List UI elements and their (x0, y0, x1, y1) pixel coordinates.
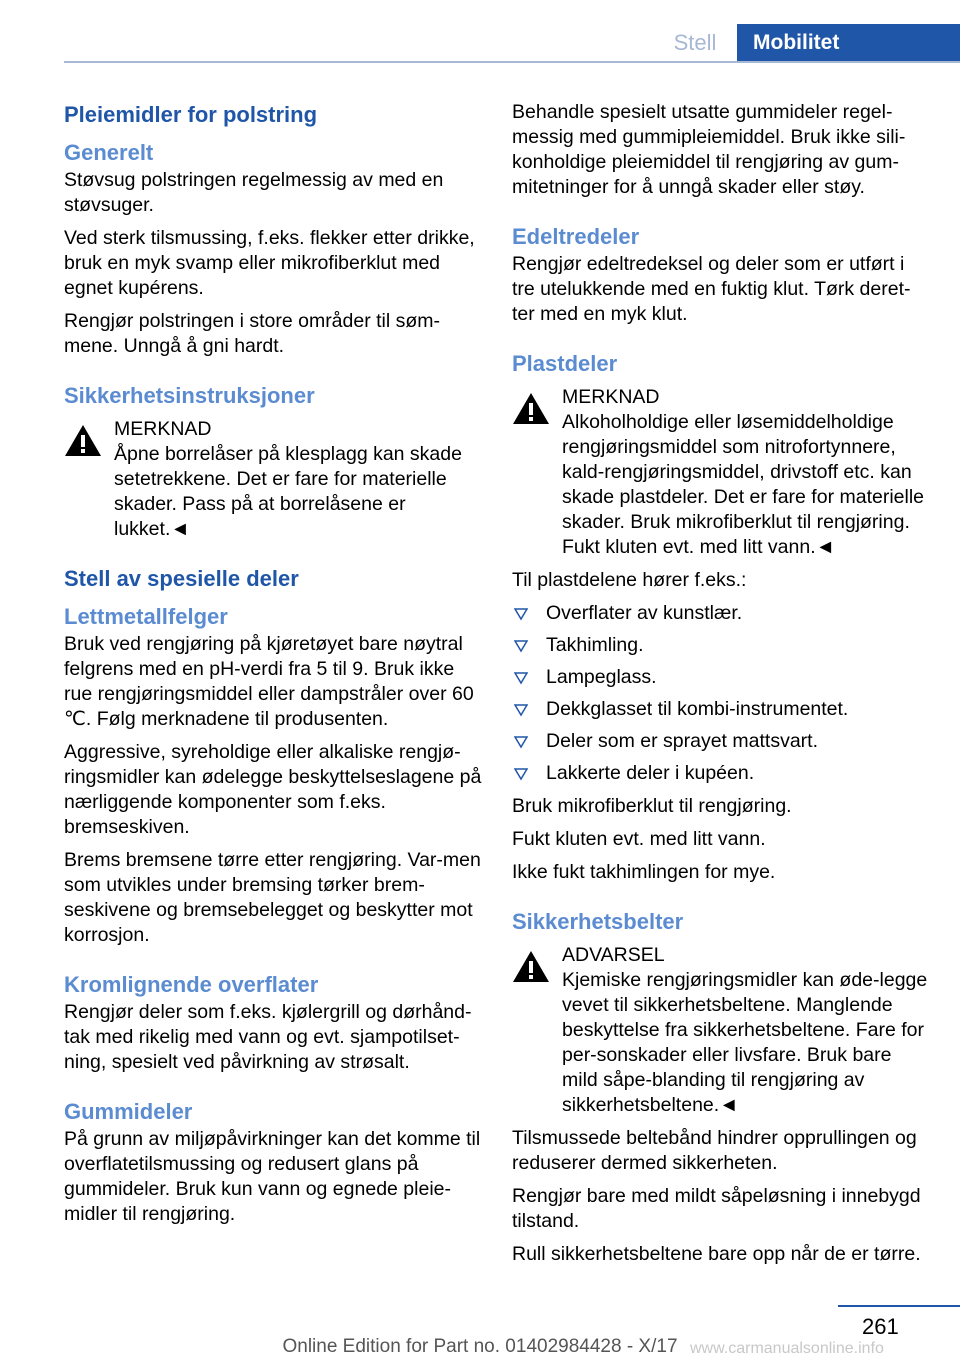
bullet-triangle-icon (514, 639, 528, 653)
heading-kromlignende: Kromlignende overflater (64, 972, 319, 997)
top-tabs (0, 0, 960, 62)
heading-pleiemidler: Pleiemidler for polstring (64, 102, 318, 127)
tab-stell: Stell (673, 30, 717, 55)
list-item-text: Dekkglasset til kombi-instrumentet. (546, 698, 849, 720)
paragraph: Rengjør bare med mildt såpeløsning i innebygd tilstand. (512, 1185, 921, 1232)
warning-label: MERKNAD (562, 386, 660, 408)
right-column (512, 100, 932, 1275)
paragraph: Brems bremsene tørre etter rengjøring. Var-men som utvikles under bremsing tørker brem-seskivene og bremsebelegget og beskytter mot korrosjon. (64, 849, 481, 946)
bullet-triangle-icon (514, 767, 528, 781)
heading-plastdeler: Plastdeler (512, 351, 618, 376)
list-item (512, 665, 932, 690)
warning-label: MERKNAD (114, 418, 212, 440)
list-item-text: Deler som er sprayet mattsvart. (546, 730, 818, 752)
footer-rule (838, 1305, 960, 1307)
paragraph: Bruk mikrofiberklut til rengjøring. (512, 795, 792, 817)
bullet-triangle-icon (514, 703, 528, 717)
list-item-text: Overflater av kunstlær. (546, 602, 743, 624)
bullet-triangle-icon (514, 735, 528, 749)
heading-edeltredeler: Edeltredeler (512, 224, 640, 249)
list-item (512, 601, 932, 626)
heading-sikkerhetsinstruksjoner: Sikkerhetsinstruksjoner (64, 383, 315, 408)
list-item (512, 761, 932, 786)
paragraph: På grunn av miljøpåvirkninger kan det komme til overflatetilsmussing og redusert glans på gummideler. Bruk kun vann og egnede pleie-midler til rengjøring. (64, 1128, 481, 1225)
heading-stell-spesielle: Stell av spesielle deler (64, 566, 299, 591)
warning-triangle-icon (512, 391, 550, 425)
paragraph: Rengjør deler som f.eks. kjølergrill og dørhånd-tak med rikelig med vann og evt. sjampotilset-ning, spesielt ved påvirkning av strøsalt. (64, 1001, 472, 1073)
paragraph: Ved sterk tilsmussing, f.eks. flekker etter drikke, bruk en myk svamp eller mikrofiberklut med egnet kupérens. (64, 227, 475, 299)
paragraph: Støvsug polstringen regelmessig av med en støvsuger. (64, 169, 444, 216)
paragraph: Til plastdelene hører f.eks.: (512, 569, 747, 591)
warning-text: Alkoholholdige eller løsemiddelholdige rengjøringsmiddel som nitrofortynnere, kald-rengjøringsmiddel, drivstoff etc. kan skade plastdeler. Det er fare for materielle skader. Bruk mikrofiberklut til rengjøring. Fukt kluten evt. med litt vann.◄ (562, 411, 925, 558)
bullet-triangle-icon (514, 607, 528, 621)
left-column (64, 100, 484, 1235)
list-item (512, 697, 932, 722)
heading-generelt: Generelt (64, 140, 154, 165)
warning-text: Kjemiske rengjøringsmidler kan øde-legge vevet til sikkerhetsbeltene. Manglende beskyttelse fra sikkerhetsbeltene. Fare for per-sonskader eller livsfare. Bruk bare mild såpe-blanding til rengjøring av sikkerhetsbeltene.◄ (562, 969, 928, 1116)
warning-text: Åpne borrelåser på klesplagg kan skade setetrekkene. Det er fare for materielle skader. Pass på at borrelåsene er lukket.◄ (114, 443, 462, 540)
warning-triangle-icon (512, 949, 550, 983)
warning-notice (512, 943, 932, 1118)
heading-sikkerhetsbelter: Sikkerhetsbelter (512, 909, 684, 934)
bullet-list (512, 601, 932, 786)
paragraph: Fukt kluten evt. med litt vann. (512, 828, 766, 850)
tab-mobilitet: Mobilitet (737, 24, 960, 62)
paragraph: Behandle spesielt utsatte gummideler regel-messig med gummipleiemiddel. Bruk ikke sili-konholdige pleiemiddel til rengjøring av gum-mitetninger for å unngå skader eller støy. (512, 101, 906, 198)
paragraph: Bruk ved rengjøring på kjøretøyet bare nøytral felgrens med en pH-verdi fra 5 til 9. Bruk ikke rue rengjøringsmiddel eller dampstråler over 60 ℃. Følg merknadene til produsenten. (64, 633, 474, 730)
paragraph: Tilsmussede beltebånd hindrer opprullingen og reduserer dermed sikkerheten. (512, 1127, 917, 1174)
watermark: www.carmanualsonline.info (690, 1340, 884, 1357)
list-item-text: Lampeglass. (546, 666, 657, 688)
paragraph: Ikke fukt takhimlingen for mye. (512, 861, 776, 883)
paragraph: Rengjør edeltredeksel og deler som er utført i tre utelukkende med en fuktig klut. Tørk deret-ter med en myk klut. (512, 253, 911, 325)
warning-label: ADVARSEL (562, 944, 665, 966)
heading-gummideler: Gummideler (64, 1099, 193, 1124)
warning-triangle-icon (64, 423, 102, 457)
warning-notice (64, 417, 484, 542)
list-item (512, 729, 932, 754)
paragraph: Rengjør polstringen i store områder til søm-mene. Unngå å gni hardt. (64, 310, 441, 357)
header-rule (64, 61, 960, 63)
list-item-text: Takhimling. (546, 634, 644, 656)
edition-footer: Online Edition for Part no. 01402984428 - X/17 (282, 1336, 678, 1357)
paragraph: Rull sikkerhetsbeltene bare opp når de er tørre. (512, 1243, 921, 1265)
paragraph: Aggressive, syreholdige eller alkaliske rengjø-ringsmidler kan ødelegge beskyttelseslagene på nærliggende komponenter som f.eks. bremseskiven. (64, 741, 482, 838)
bullet-triangle-icon (514, 671, 528, 685)
page-number: 261 (862, 1314, 899, 1339)
list-item-text: Lakkerte deler i kupéen. (546, 762, 755, 784)
warning-notice (512, 385, 932, 560)
list-item (512, 633, 932, 658)
heading-lettmetallfelger: Lettmetallfelger (64, 604, 228, 629)
